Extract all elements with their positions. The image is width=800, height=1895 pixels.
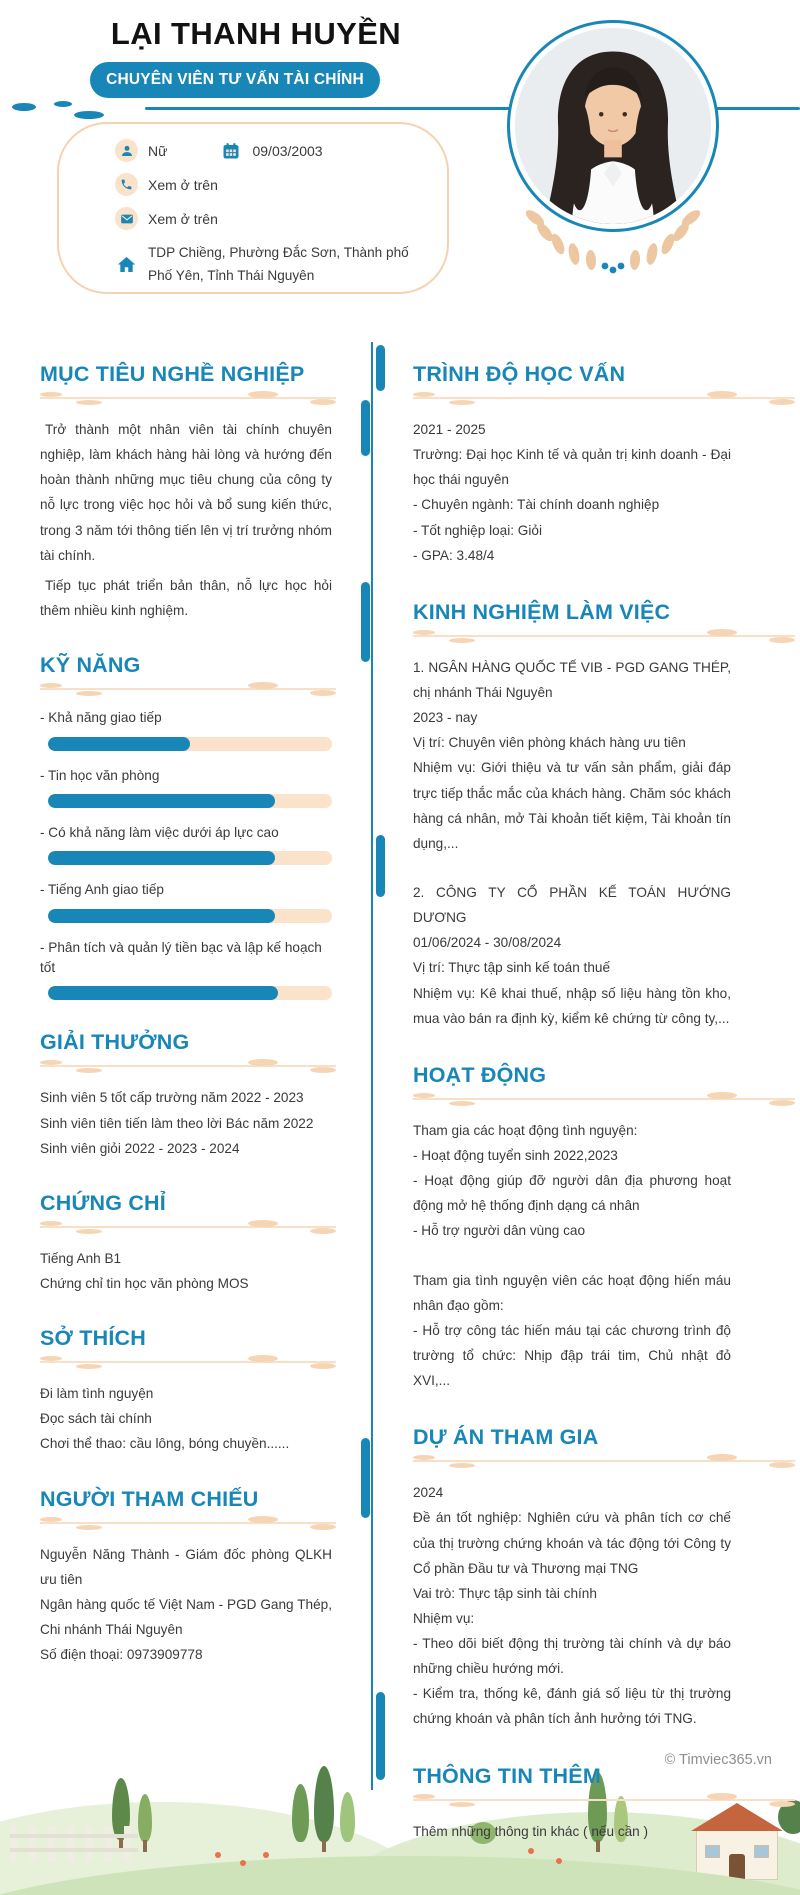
section-title: SỞ THÍCH xyxy=(40,1326,146,1351)
address-line-1: TDP Chiềng, Phường Đắc Sơn, Thành phố xyxy=(148,245,409,260)
skill-bar xyxy=(48,986,332,1000)
section-certificates xyxy=(40,1191,332,1296)
spacer xyxy=(413,1244,731,1268)
section-title: TRÌNH ĐỘ HỌC VẤN xyxy=(413,362,626,386)
email-value: Xem ở trên xyxy=(148,210,218,227)
dob-group xyxy=(219,139,322,162)
skill-label: - Tin học văn phòng xyxy=(40,767,160,783)
flower-icon xyxy=(240,1860,246,1866)
skill-label: - Khả năng giao tiếp xyxy=(40,710,162,726)
skill-item xyxy=(40,823,332,865)
certificate-item: Tiếng Anh B1 xyxy=(40,1250,122,1266)
section-projects xyxy=(413,1425,731,1731)
section-underline xyxy=(413,1794,795,1806)
person-icon xyxy=(115,139,138,162)
section-underline xyxy=(40,392,336,404)
education-line: 2021 - 2025 xyxy=(413,422,486,437)
home-icon xyxy=(115,253,138,276)
profile-photo xyxy=(505,18,721,268)
info-row-address xyxy=(115,241,447,287)
section-title: KINH NGHIỆM LÀM VIỆC xyxy=(413,599,671,624)
photo-ring xyxy=(507,20,719,232)
section-title: GIẢI THƯỞNG xyxy=(40,1030,190,1055)
skill-bar-fill xyxy=(48,851,275,865)
divider-dash xyxy=(361,1438,370,1518)
tree-trunk xyxy=(143,1840,147,1852)
job-title-badge: CHUYÊN VIÊN TƯ VẤN TÀI CHÍNH xyxy=(90,62,380,98)
section-underline xyxy=(40,683,336,695)
section-title: NGƯỜI THAM CHIẾU xyxy=(40,1486,259,1511)
section-activities xyxy=(413,1063,731,1393)
job-company: 2. CÔNG TY CỔ PHẦN KẾ TOÁN HƯỚNG DƯƠNG xyxy=(413,884,731,926)
divider-dash xyxy=(376,345,385,391)
activity-line: - Hỗ trợ người dân vùng cao xyxy=(413,1223,586,1239)
skill-bar xyxy=(48,794,332,808)
section-underline xyxy=(40,1060,336,1072)
dob-value: 09/03/2003 xyxy=(252,142,323,159)
certificate-item: Chứng chỉ tin học văn phòng MOS xyxy=(40,1276,249,1292)
section-title: MỤC TIÊU NGHỀ NGHIỆP xyxy=(40,362,305,386)
skill-item xyxy=(40,880,332,922)
skill-bar xyxy=(48,737,332,751)
copyright: © Timviec365.vn xyxy=(664,1752,772,1768)
section-underline xyxy=(413,1455,795,1467)
section-title: DỰ ÁN THAM GIA xyxy=(413,1425,599,1450)
project-line: Nhiệm vụ: xyxy=(413,1610,475,1626)
divider-dot xyxy=(74,111,104,119)
award-item: Sinh viên giỏi 2022 - 2023 - 2024 xyxy=(40,1140,240,1156)
section-underline xyxy=(413,1093,795,1105)
skill-bar-fill xyxy=(48,737,190,751)
section-title: CHỨNG CHỈ xyxy=(40,1190,166,1215)
project-line: 2024 xyxy=(413,1485,444,1501)
tree-icon xyxy=(340,1792,355,1842)
mail-icon xyxy=(115,207,138,230)
calendar-icon xyxy=(219,139,242,162)
job-dates: 01/06/2024 - 30/08/2024 xyxy=(413,935,562,951)
skill-item xyxy=(40,708,332,750)
page-title: LẠI THANH HUYỀN xyxy=(110,16,402,51)
section-references xyxy=(40,1487,332,1668)
award-item: Sinh viên tiên tiến làm theo lời Bác năm 2022 xyxy=(40,1115,314,1131)
skill-bar-fill xyxy=(48,986,278,1000)
activity-line: Tham gia tình nguyện viên các hoạt động hiến máu nhân đạo gồm: xyxy=(413,1272,731,1313)
education-line: - GPA: 3.48/4 xyxy=(413,547,495,563)
activity-line: - Hoạt động giúp đỡ người dân địa phương hoạt động mở hệ thống định dạng cá nhân xyxy=(413,1173,731,1214)
section-underline xyxy=(40,1356,336,1368)
section-underline xyxy=(40,1517,336,1529)
laurel-wreath-icon xyxy=(505,206,721,276)
info-row-email xyxy=(115,207,447,230)
section-more-info xyxy=(413,1764,731,1844)
reference-item: Ngân hàng quốc tế Việt Nam - PGD Gang Thép, Chi nhánh Thái Nguyên xyxy=(40,1596,332,1638)
section-objective xyxy=(40,362,332,623)
right-column xyxy=(413,362,731,1876)
job-company: 1. NGÂN HÀNG QUỐC TẾ VIB - PGD GANG THÉP, chị nhánh Thái Nguyên xyxy=(413,659,731,700)
activity-line: - Hỗ trợ công tác hiến máu tại các chương trình độ trường tổ chức: Nhịp đập trái tim, Chủ nhật đỏ XVI,... xyxy=(413,1322,731,1389)
section-awards xyxy=(40,1030,332,1160)
project-line: - Kiểm tra, thống kê, đánh giá số liệu từ thị trường chứng khoán và phân tích ảnh hưởng tới TNG. xyxy=(413,1686,731,1727)
education-line: Trường: Đại học Kinh tế và quản trị kinh doanh - Đại học thái nguyên xyxy=(413,447,731,488)
left-column xyxy=(40,362,332,1697)
column-divider xyxy=(371,342,373,1790)
phone-value: Xem ở trên xyxy=(148,176,218,193)
more-info-line: Thêm những thông tin khác ( nếu cần ) xyxy=(413,1823,649,1839)
experience-job xyxy=(413,880,731,1031)
reference-item: Nguyễn Năng Thành - Giám đốc phòng QLKH ưu tiên xyxy=(40,1546,332,1587)
hobby-item: Chơi thể thao: cầu lông, bóng chuyền...... xyxy=(40,1436,290,1452)
skill-item xyxy=(40,938,332,1001)
job-duties: Nhiệm vụ: Giới thiệu và tư vấn sản phẩm, giải đáp trực tiếp thắc mắc của khách hàng. Chăm sóc khách hàng cá nhân, mở Tài khoản tiết kiệm, Tài khoản tín dụng,... xyxy=(413,760,731,851)
address-value xyxy=(148,241,409,287)
flower-icon xyxy=(215,1852,221,1858)
section-experience xyxy=(413,600,731,1031)
project-line: Đề án tốt nghiệp: Nghiên cứu và phân tích cơ chế của thị trường chứng khoán và tác động tới Công ty Cổ phần Đầu tư và Thương mại TNG xyxy=(413,1510,731,1576)
divider-dot xyxy=(54,101,72,107)
project-line: Vai trò: Thực tập sinh tài chính xyxy=(413,1585,597,1601)
divider-dot xyxy=(12,103,36,111)
avatar xyxy=(515,28,711,224)
house-door xyxy=(729,1854,745,1879)
project-line: - Theo dõi biết động thị trường tài chính và dự báo những chiều hướng mới. xyxy=(413,1636,731,1677)
tree-icon xyxy=(314,1766,334,1842)
skill-bar xyxy=(48,909,332,923)
reference-item: Số điện thoại: 0973909778 xyxy=(40,1647,203,1663)
divider-dash xyxy=(376,835,385,897)
skill-bar xyxy=(48,851,332,865)
skill-item xyxy=(40,766,332,808)
address-line-2: Phố Yên, Tỉnh Thái Nguyên xyxy=(148,268,315,284)
gender-value: Nữ xyxy=(148,142,168,159)
tree-trunk xyxy=(322,1840,326,1852)
info-row-gender-dob xyxy=(115,139,447,162)
divider-dash xyxy=(361,400,370,456)
skill-label: - Phân tích và quản lý tiền bạc và lập kế hoạch tốt xyxy=(40,939,322,976)
skill-bar-fill xyxy=(48,794,275,808)
education-line: - Chuyên ngành: Tài chính doanh nghiệp xyxy=(413,497,660,513)
section-title: THÔNG TIN THÊM xyxy=(413,1763,601,1788)
hobby-item: Đi làm tình nguyện xyxy=(40,1386,154,1402)
section-title: HOẠT ĐỘNG xyxy=(413,1062,547,1087)
section-education xyxy=(413,362,731,568)
divider-dash xyxy=(361,582,370,662)
award-item: Sinh viên 5 tốt cấp trường năm 2022 - 2023 xyxy=(40,1090,304,1106)
experience-job xyxy=(413,655,731,856)
objective-paragraph: Trở thành một nhân viên tài chính chuyên nghiệp, làm khách hàng hài lòng và hướng đến hoàn thành những mục tiêu chung của công ty nỗ lực trong việc học hỏi và bổ sung kiến thức, trong 3 năm tới thông tiến lên vị trí trưởng nhóm tài chính. xyxy=(40,422,332,563)
phone-icon xyxy=(115,173,138,196)
section-underline xyxy=(413,630,795,642)
education-line: - Tốt nghiệp loại: Giỏi xyxy=(413,522,542,538)
section-skills xyxy=(40,653,332,1000)
personal-info-box xyxy=(57,122,449,294)
skill-label: - Có khả năng làm việc dưới áp lực cao xyxy=(40,824,279,840)
job-position: Vị trí: Chuyên viên phòng khách hàng ưu tiên xyxy=(413,735,686,751)
tree-icon xyxy=(292,1784,309,1842)
info-row-phone xyxy=(115,173,447,196)
job-duties: Nhiệm vụ: Kê khai thuế, nhập số liệu hàng tồn kho, mua vào bán ra định kỳ, kiểm kê chứng từ công ty,... xyxy=(413,985,731,1026)
section-title: KỸ NĂNG xyxy=(40,653,141,678)
house-window xyxy=(754,1845,769,1858)
flower-icon xyxy=(263,1852,269,1858)
objective-paragraph: Tiếp tục phát triển bản thân, nỗ lực học hỏi thêm nhiều kinh nghiệm. xyxy=(40,577,332,618)
section-underline xyxy=(40,1221,336,1233)
job-position: Vị trí: Thực tập sinh kế toán thuế xyxy=(413,960,611,976)
activity-line: Tham gia các hoạt động tình nguyện: xyxy=(413,1122,638,1138)
section-underline xyxy=(413,392,795,404)
job-dates: 2023 - nay xyxy=(413,710,478,726)
skill-bar-fill xyxy=(48,909,275,923)
section-hobbies xyxy=(40,1326,332,1456)
skill-label: - Tiếng Anh giao tiếp xyxy=(40,882,164,898)
spacer xyxy=(413,856,731,880)
hobby-item: Đọc sách tài chính xyxy=(40,1411,152,1427)
activity-line: - Hoạt động tuyển sinh 2022,2023 xyxy=(413,1147,618,1163)
fence xyxy=(10,1826,138,1862)
